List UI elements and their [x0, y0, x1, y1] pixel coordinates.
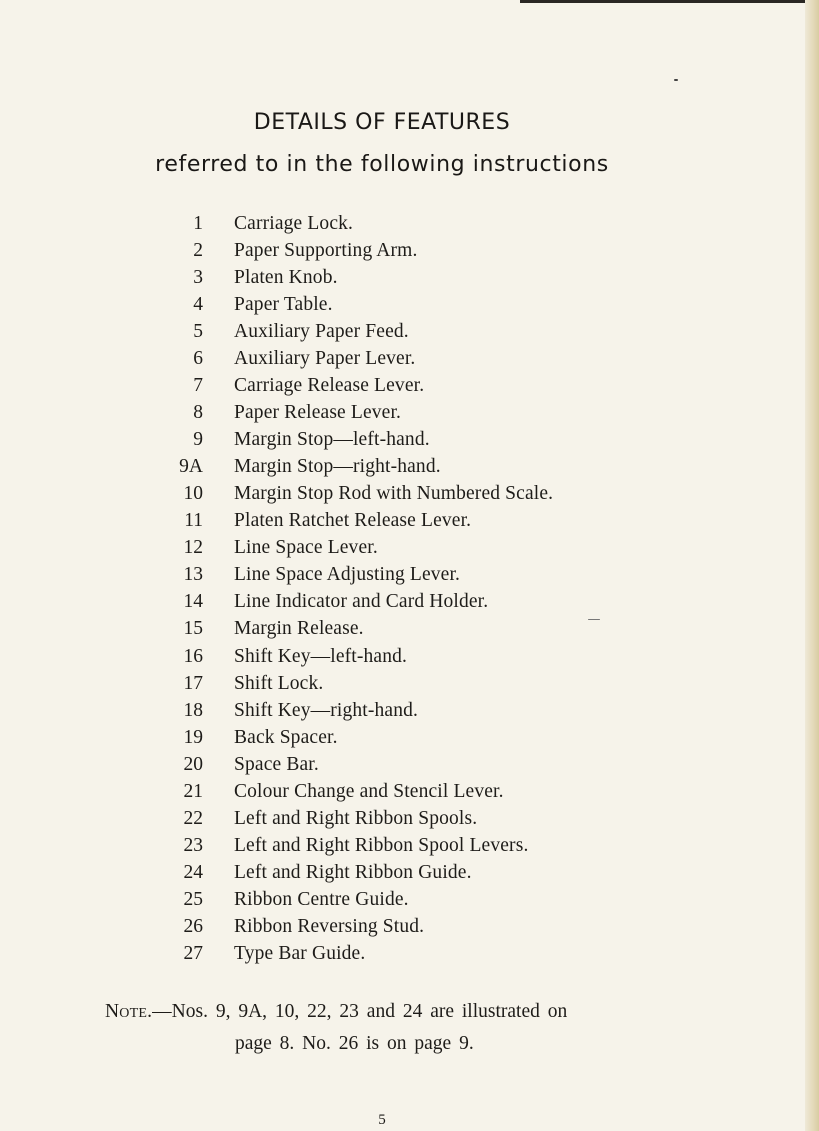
page-title: DETAILS OF FEATURES — [253, 110, 511, 135]
feature-number: 21 — [183, 780, 203, 802]
feature-item — [160, 426, 680, 453]
feature-item — [160, 291, 680, 318]
feature-number: 12 — [183, 537, 203, 559]
feature-number: 16 — [183, 645, 203, 667]
feature-number: 9 — [193, 429, 203, 451]
feature-list — [160, 210, 680, 967]
feature-label: Left and Right Ribbon Spools. — [234, 807, 478, 829]
feature-item — [160, 643, 680, 670]
note-lead: Note. — [105, 1001, 153, 1022]
feature-number: 10 — [183, 483, 203, 505]
feature-item — [160, 913, 680, 940]
feature-label: Margin Stop Rod with Numbered Scale. — [234, 483, 554, 505]
feature-item — [160, 345, 680, 372]
feature-number: 19 — [183, 726, 203, 748]
feature-label: Ribbon Centre Guide. — [234, 888, 409, 910]
feature-label: Shift Key—left-hand. — [234, 645, 408, 667]
feature-item — [160, 697, 680, 724]
feature-item — [160, 588, 680, 615]
feature-label: Platen Ratchet Release Lever. — [234, 510, 472, 532]
feature-label: Carriage Lock. — [234, 213, 354, 234]
feature-number: 27 — [183, 942, 203, 964]
feature-number: 14 — [183, 591, 203, 613]
feature-label: Left and Right Ribbon Guide. — [234, 861, 472, 883]
feature-number: 15 — [183, 618, 203, 640]
feature-item — [160, 940, 680, 967]
feature-label: Colour Change and Stencil Lever. — [234, 780, 504, 802]
feature-item — [160, 237, 680, 264]
note-line-2: page 8. No. 26 is on page 9. — [235, 1033, 474, 1054]
feature-number: 11 — [184, 510, 203, 532]
feature-number: 20 — [183, 753, 203, 775]
feature-number: 5 — [193, 321, 203, 343]
feature-label: Carriage Release Lever. — [234, 375, 425, 397]
feature-label: Back Spacer. — [234, 726, 338, 748]
feature-item — [160, 534, 680, 561]
feature-number: 17 — [183, 672, 203, 694]
feature-number: 8 — [193, 402, 203, 424]
feature-number: 26 — [183, 915, 203, 937]
feature-label: Paper Release Lever. — [234, 402, 402, 424]
feature-number: 7 — [193, 375, 203, 397]
feature-item — [160, 805, 680, 832]
feature-number: 25 — [183, 888, 203, 910]
feature-item — [160, 724, 680, 751]
feature-item — [160, 453, 680, 480]
feature-label: Margin Stop—left-hand. — [234, 429, 430, 451]
note — [105, 996, 685, 1027]
feature-item — [160, 210, 680, 237]
feature-item — [160, 372, 680, 399]
feature-number: 13 — [183, 564, 203, 586]
feature-label: Paper Table. — [234, 294, 333, 316]
feature-label: Line Indicator and Card Holder. — [234, 591, 489, 613]
feature-number: 3 — [193, 267, 203, 289]
feature-item — [160, 832, 680, 859]
feature-label: Margin Release. — [234, 618, 364, 640]
feature-item — [160, 859, 680, 886]
top-edge-rule — [520, 0, 819, 3]
feature-label: Type Bar Guide. — [234, 942, 366, 964]
feature-label: Ribbon Reversing Stud. — [234, 915, 425, 937]
feature-label: Left and Right Ribbon Spool Levers. — [234, 834, 529, 856]
feature-item — [160, 318, 680, 345]
feature-item — [160, 507, 680, 534]
feature-number: 23 — [183, 834, 203, 856]
feature-item — [160, 399, 680, 426]
ink-speck — [674, 79, 678, 81]
feature-item — [160, 751, 680, 778]
feature-item — [160, 615, 680, 642]
feature-item — [160, 778, 680, 805]
feature-label: Auxiliary Paper Lever. — [234, 348, 416, 370]
feature-label: Space Bar. — [234, 753, 319, 775]
feature-item — [160, 480, 680, 507]
feature-label: Shift Lock. — [234, 672, 324, 694]
feature-number: 18 — [183, 699, 203, 721]
feature-label: Shift Key—right-hand. — [234, 699, 419, 721]
feature-item — [160, 264, 680, 291]
feature-label: Margin Stop—right-hand. — [234, 456, 441, 478]
feature-number: 9A — [179, 456, 203, 478]
feature-label: Line Space Adjusting Lever. — [234, 564, 461, 586]
page-subtitle: referred to in the following instructions — [155, 152, 609, 177]
feature-number: 22 — [183, 807, 203, 829]
feature-label: Auxiliary Paper Feed. — [234, 321, 409, 343]
feature-item — [160, 670, 680, 697]
page-edge-shadow — [805, 0, 819, 1131]
feature-number: 6 — [193, 348, 203, 370]
feature-label: Line Space Lever. — [234, 537, 378, 559]
feature-number: 24 — [183, 861, 203, 883]
feature-label: Platen Knob. — [234, 267, 338, 289]
feature-number: 1 — [193, 213, 203, 234]
feature-item — [160, 561, 680, 588]
note-line-1: —Nos. 9, 9A, 10, 22, 23 and 24 are illustrated on — [152, 1001, 568, 1022]
page-number: 5 — [378, 1112, 386, 1128]
feature-number: 4 — [193, 294, 203, 316]
feature-number: 2 — [193, 240, 203, 262]
feature-label: Paper Supporting Arm. — [234, 240, 418, 262]
feature-item — [160, 886, 680, 913]
